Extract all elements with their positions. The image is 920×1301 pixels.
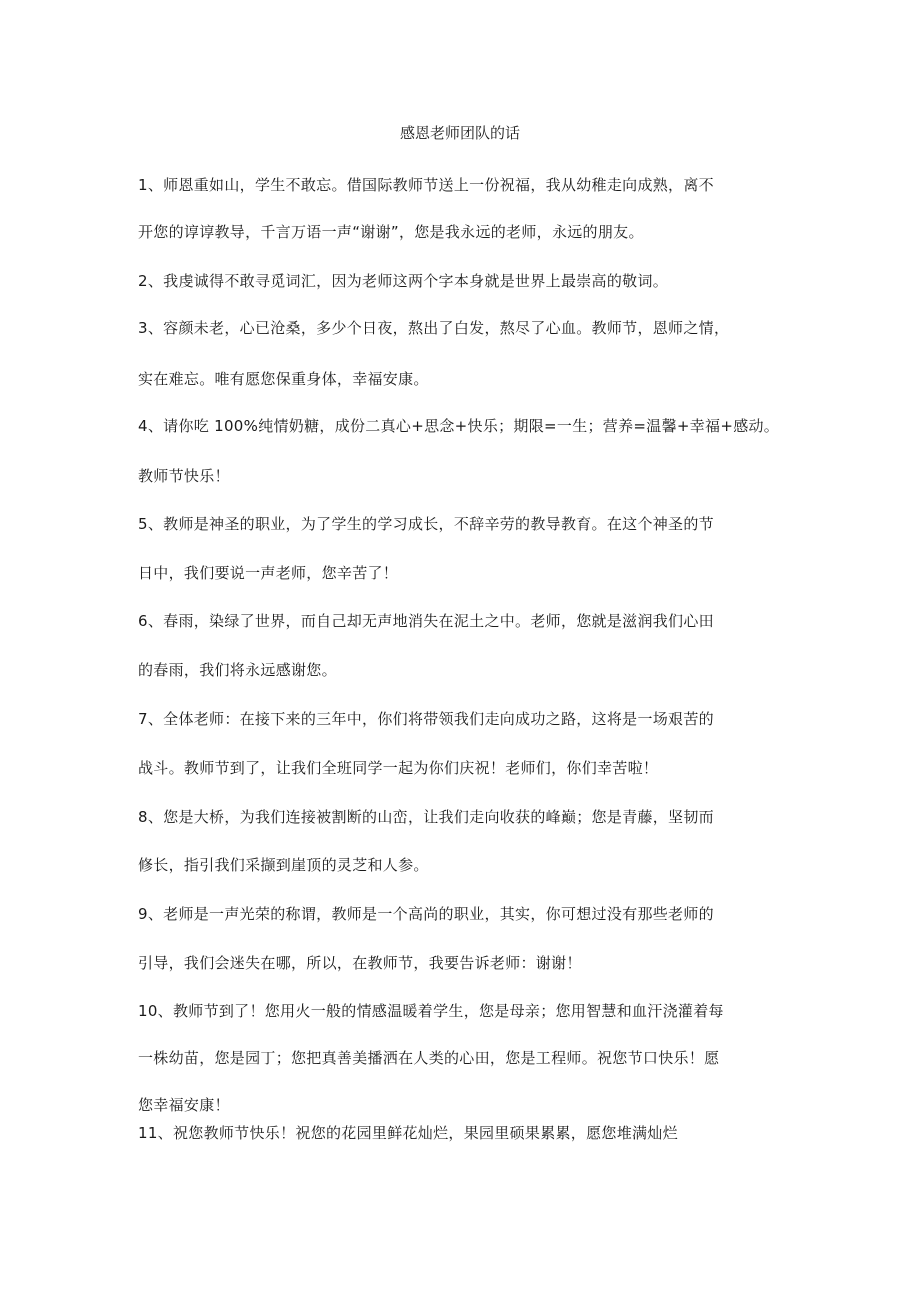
- paragraph-11-line-1: 11、祝您教师节快乐！祝您的花园里鲜花灿烂，果园里硕果累累，愿您堆满灿烂: [138, 1124, 678, 1142]
- paragraph-10-line-1: 10、教师节到了！您用火一般的情感温暖着学生，您是母亲；您用智慧和血汗浇灌着每: [138, 1002, 724, 1020]
- paragraph-5-line-2: 日中，我们要说一声老师，您辛苦了！: [138, 564, 399, 582]
- paragraph-4-line-1: 4、请你吃 100%纯情奶糖，成份二真心+思念+快乐；期限=一生；营养=温馨+幸福+感动。: [138, 417, 780, 435]
- paragraph-3-line-2: 实在难忘。唯有愿您保重身体，幸福安康。: [138, 370, 429, 388]
- paragraph-5-line-1: 5、教师是神圣的职业，为了学生的学习成长，不辞辛劳的教导教育。在这个神圣的节: [138, 515, 714, 533]
- paragraph-9-line-1: 9、老师是一声光荣的称谓，教师是一个高尚的职业，其实，你可想过没有那些老师的: [138, 905, 714, 923]
- paragraph-7-line-1: 7、全体老师：在接下来的三年中，你们将带领我们走向成功之路，这将是一场艰苦的: [138, 710, 714, 728]
- paragraph-8-line-2: 修长，指引我们采撷到崖顶的灵芝和人参。: [138, 856, 429, 874]
- paragraph-1-line-1: 1、师恩重如山，学生不敢忘。借国际教师节送上一份祝福，我从幼稚走向成熟，离不: [138, 176, 714, 194]
- paragraph-1-line-2: 开您的谆谆教导，千言万语一声“谢谢”，您是我永远的老师，永远的朋友。: [138, 223, 644, 241]
- paragraph-9-line-2: 引导，我们会迷失在哪，所以，在教师节，我要告诉老师：谢谢！: [138, 954, 582, 972]
- paragraph-6-line-1: 6、春雨，染绿了世界，而自己却无声地消失在泥土之中。老师，您就是滋润我们心田: [138, 612, 714, 630]
- paragraph-8-line-1: 8、您是大桥，为我们连接被割断的山峦，让我们走向收获的峰巅；您是青藤，坚韧而: [138, 808, 714, 826]
- paragraph-10-line-3: 您幸福安康！: [138, 1096, 230, 1114]
- paragraph-2-line-1: 2、我虔诚得不敢寻觅词汇，因为老师这两个字本身就是世界上最崇高的敬词。: [138, 272, 669, 290]
- paragraph-10-line-2: 一株幼苗，您是园丁；您把真善美播洒在人类的心田，您是工程师。祝您节口快乐！愿: [138, 1049, 720, 1067]
- paragraph-6-line-2: 的春雨，我们将永远感谢您。: [138, 661, 337, 679]
- document-title: 感恩老师团队的话: [399, 124, 520, 142]
- paragraph-3-line-1: 3、容颜未老，心已沧桑，多少个日夜，熬出了白发，熬尽了心血。教师节，恩师之情，: [138, 319, 730, 337]
- paragraph-4-line-2: 教师节快乐！: [138, 467, 230, 485]
- paragraph-7-line-2: 战斗。教师节到了，让我们全班同学一起为你们庆祝！老师们，你们幸苦啦！: [138, 759, 659, 777]
